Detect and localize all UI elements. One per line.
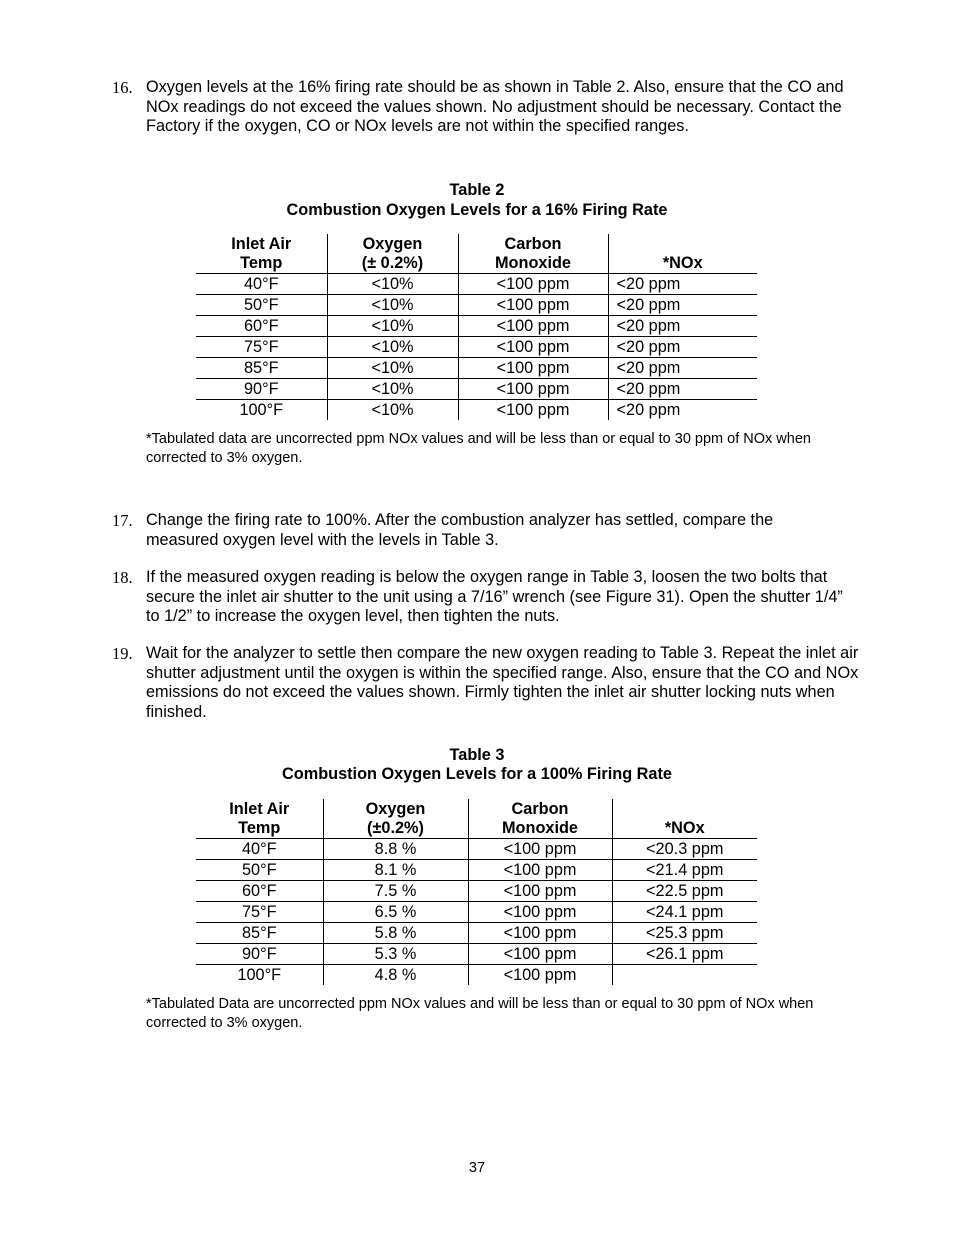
cell-carbon-monoxide: <100 ppm [458, 274, 608, 295]
cell-nox: <20 ppm [608, 274, 757, 295]
step-17 [112, 511, 872, 550]
cell-oxygen: <10% [327, 379, 458, 400]
table3-label: Table 3 [449, 746, 505, 764]
cell-oxygen: 8.1 % [323, 860, 468, 881]
step-text: Change the firing rate to 100%. After the combustion analyzer has settled, compare the measured oxygen level with the levels in Table 3. [146, 511, 774, 549]
cell-inlet-air-temp: 85°F [196, 358, 327, 379]
cell-carbon-monoxide: <100 ppm [468, 839, 612, 860]
cell-carbon-monoxide: <100 ppm [468, 965, 612, 986]
step-text: If the measured oxygen reading is below the oxygen range in Table 3, loosen the two bolts that secure the inlet air shutter to the unit using a 7/16” wrench (see Figure 31). Open the shutter 1/4” to 1/2” to increase the oxygen level, then tighten the nuts. [146, 568, 843, 626]
cell-carbon-monoxide: <100 ppm [468, 881, 612, 902]
cell-inlet-air-temp: 90°F [196, 379, 327, 400]
step-text: Oxygen levels at the 16% firing rate should be as shown in Table 2. Also, ensure that the CO and NOx readings do not exceed the values shown. No adjustment should be necessary. Contact the Factory if the oxygen, CO or NOx levels are not within the specified ranges. [146, 78, 844, 136]
cell-nox: <20 ppm [608, 358, 757, 379]
cell-oxygen: 5.3 % [323, 944, 468, 965]
header-oxygen: Oxygen (± 0.2%) [327, 234, 458, 274]
cell-inlet-air-temp: 75°F [196, 337, 327, 358]
cell-oxygen: <10% [327, 274, 458, 295]
table3-caption: Combustion Oxygen Levels for a 100% Firing Rate [282, 765, 672, 783]
cell-carbon-monoxide: <100 ppm [458, 358, 608, 379]
header-oxygen: Oxygen (±0.2%) [323, 799, 468, 839]
cell-nox: <20 ppm [608, 400, 757, 421]
table-row [196, 881, 757, 902]
cell-inlet-air-temp: 60°F [196, 881, 323, 902]
table-row [196, 839, 757, 860]
cell-carbon-monoxide: <100 ppm [458, 400, 608, 421]
step-text: Wait for the analyzer to settle then compare the new oxygen reading to Table 3. Repeat the inlet air shutter adjustment until the oxygen is within the specified range. Also, ensure that the CO and NOx emissions do not exceed the values shown. Firmly tighten the inlet air shutter locking nuts when finished. [146, 644, 859, 722]
step-16 [112, 78, 872, 137]
page-number: 37 [468, 1160, 486, 1176]
step-number: 19. [112, 644, 133, 663]
cell-oxygen: <10% [327, 295, 458, 316]
header-carbon-monoxide: Carbon Monoxide [468, 799, 612, 839]
header-carbon-monoxide: Carbon Monoxide [458, 234, 608, 274]
cell-nox: <21.4 ppm [612, 860, 757, 881]
table-row [196, 316, 757, 337]
step-number: 18. [112, 568, 133, 587]
cell-inlet-air-temp: 60°F [196, 316, 327, 337]
cell-inlet-air-temp: 75°F [196, 902, 323, 923]
cell-carbon-monoxide: <100 ppm [468, 902, 612, 923]
cell-carbon-monoxide: <100 ppm [458, 295, 608, 316]
cell-oxygen: 5.8 % [323, 923, 468, 944]
cell-inlet-air-temp: 90°F [196, 944, 323, 965]
table-row [196, 860, 757, 881]
cell-nox: <22.5 ppm [612, 881, 757, 902]
cell-inlet-air-temp: 40°F [196, 274, 327, 295]
cell-carbon-monoxide: <100 ppm [468, 944, 612, 965]
table-row [196, 295, 757, 316]
cell-oxygen: 8.8 % [323, 839, 468, 860]
table2-note: *Tabulated data are uncorrected ppm NOx values and will be less than or equal to 30 ppm of NOx when corrected to 3% oxygen. [146, 431, 811, 466]
cell-nox: <20 ppm [608, 379, 757, 400]
step-18 [112, 568, 872, 627]
cell-inlet-air-temp: 85°F [196, 923, 323, 944]
cell-nox: <20.3 ppm [612, 839, 757, 860]
cell-carbon-monoxide: <100 ppm [468, 860, 612, 881]
table-row [196, 902, 757, 923]
cell-oxygen: <10% [327, 358, 458, 379]
cell-nox: <26.1 ppm [612, 944, 757, 965]
cell-inlet-air-temp: 50°F [196, 860, 323, 881]
cell-oxygen: <10% [327, 316, 458, 337]
cell-oxygen: <10% [327, 400, 458, 421]
cell-carbon-monoxide: <100 ppm [458, 379, 608, 400]
table-row [196, 274, 757, 295]
table2 [196, 234, 757, 420]
table3 [196, 799, 757, 985]
table-row [196, 337, 757, 358]
cell-inlet-air-temp: 50°F [196, 295, 327, 316]
cell-nox: <20 ppm [608, 316, 757, 337]
header-nox: *NOx [608, 234, 757, 274]
cell-oxygen: 4.8 % [323, 965, 468, 986]
cell-oxygen: 6.5 % [323, 902, 468, 923]
table-header-row [196, 799, 757, 839]
cell-nox: <25.3 ppm [612, 923, 757, 944]
header-inlet-air-temp: Inlet Air Temp [196, 799, 323, 839]
cell-nox [612, 965, 757, 986]
table-row [196, 944, 757, 965]
cell-inlet-air-temp: 100°F [196, 965, 323, 986]
cell-nox: <24.1 ppm [612, 902, 757, 923]
cell-nox: <20 ppm [608, 295, 757, 316]
cell-carbon-monoxide: <100 ppm [468, 923, 612, 944]
step-number: 17. [112, 511, 133, 530]
table-row [196, 379, 757, 400]
step-number: 16. [112, 78, 133, 97]
cell-inlet-air-temp: 40°F [196, 839, 323, 860]
header-inlet-air-temp: Inlet Air Temp [196, 234, 327, 274]
table2-caption: Combustion Oxygen Levels for a 16% Firing Rate [286, 201, 668, 219]
cell-carbon-monoxide: <100 ppm [458, 316, 608, 337]
table3-note: *Tabulated Data are uncorrected ppm NOx values and will be less than or equal to 30 ppm of NOx when corrected to 3% oxygen. [146, 996, 814, 1031]
table-row [196, 358, 757, 379]
cell-nox: <20 ppm [608, 337, 757, 358]
table-row [196, 923, 757, 944]
step-19 [112, 644, 872, 723]
cell-oxygen: 7.5 % [323, 881, 468, 902]
header-nox: *NOx [612, 799, 757, 839]
table-row [196, 965, 757, 986]
table-row [196, 400, 757, 421]
cell-inlet-air-temp: 100°F [196, 400, 327, 421]
table2-label: Table 2 [449, 181, 505, 199]
table-header-row [196, 234, 757, 274]
cell-carbon-monoxide: <100 ppm [458, 337, 608, 358]
cell-oxygen: <10% [327, 337, 458, 358]
